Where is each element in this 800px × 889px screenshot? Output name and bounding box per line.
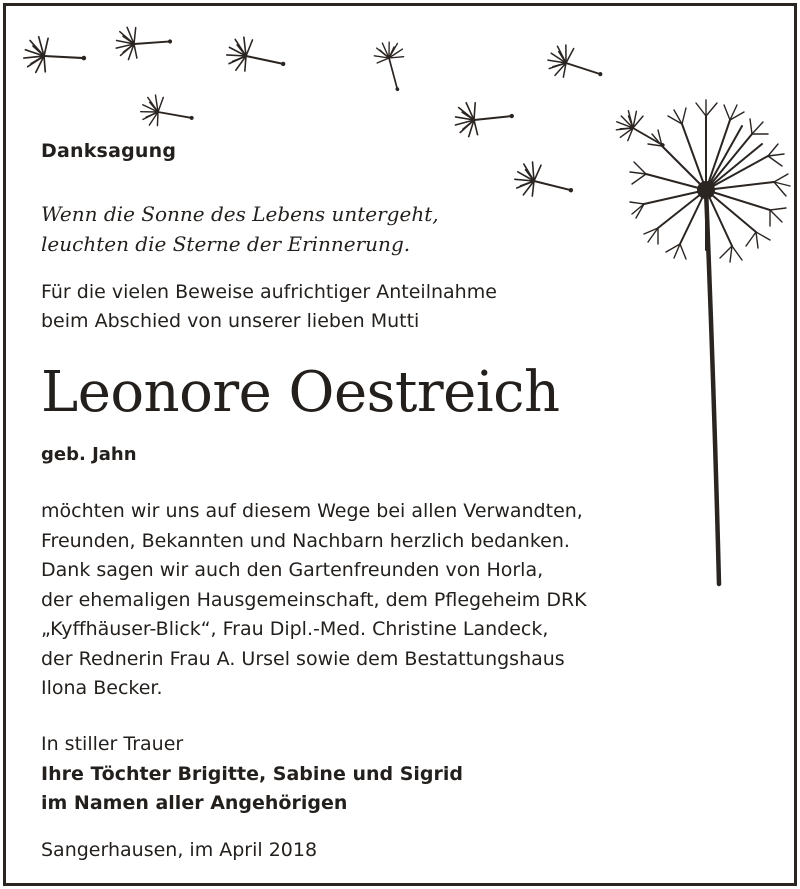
seed-icon (512, 159, 578, 206)
deceased-name: Leonore Oestreich (41, 360, 560, 425)
birth-name: geb. Jahn (41, 444, 137, 465)
thanks-body (41, 497, 587, 704)
intro-text (41, 278, 497, 336)
closing-phrase: In stiller Trauer (41, 733, 184, 755)
body-line: Freunden, Bekannten und Nachbarn herzlich bedanken. (41, 529, 570, 552)
seed-icon (115, 24, 173, 60)
intro-line: Für die vielen Beweise aufrichtiger Anteilnahme (41, 281, 497, 303)
verse-quote (41, 199, 439, 259)
seed-icon (544, 41, 607, 89)
seed-icon (23, 36, 87, 75)
body-line: Ilona Becker. (41, 677, 163, 699)
signature-line: Ihre Töchter Brigitte, Sabine und Sigrid (41, 763, 463, 785)
place-date: Sangerhausen, im April 2018 (41, 839, 318, 861)
notice-heading: Danksagung (41, 140, 177, 162)
body-line: möchten wir uns auf diesem Wege bei allen Verwandten, (41, 500, 583, 522)
body-line: „Kyffhäuser-Blick“, Frau Dipl.-Med. Christine Landeck, (41, 618, 549, 640)
obituary-card (3, 3, 797, 886)
signature-block (41, 760, 463, 818)
verse-line: leuchten die Sterne der Erinnerung. (41, 232, 411, 256)
verse-line: Wenn die Sonne des Lebens untergeht, (41, 202, 439, 226)
signature-line: im Namen aller Angehörigen (41, 792, 348, 814)
body-line: der ehemaligen Hausgemeinschaft, dem Pflegeheim DRK (41, 588, 587, 611)
seed-icon (139, 93, 197, 132)
seed-icon (611, 105, 672, 158)
body-line: der Rednerin Frau A. Ursel sowie dem Bestattungshaus (41, 647, 565, 670)
seed-icon (224, 34, 289, 80)
seed-icon (372, 38, 413, 94)
intro-line: beim Abschied von unserer lieben Mutti (41, 310, 420, 332)
seed-icon (453, 98, 515, 138)
body-line: Dank sagen wir auch den Gartenfreunden von Horla, (41, 559, 544, 581)
dandelion-icon (630, 100, 790, 584)
